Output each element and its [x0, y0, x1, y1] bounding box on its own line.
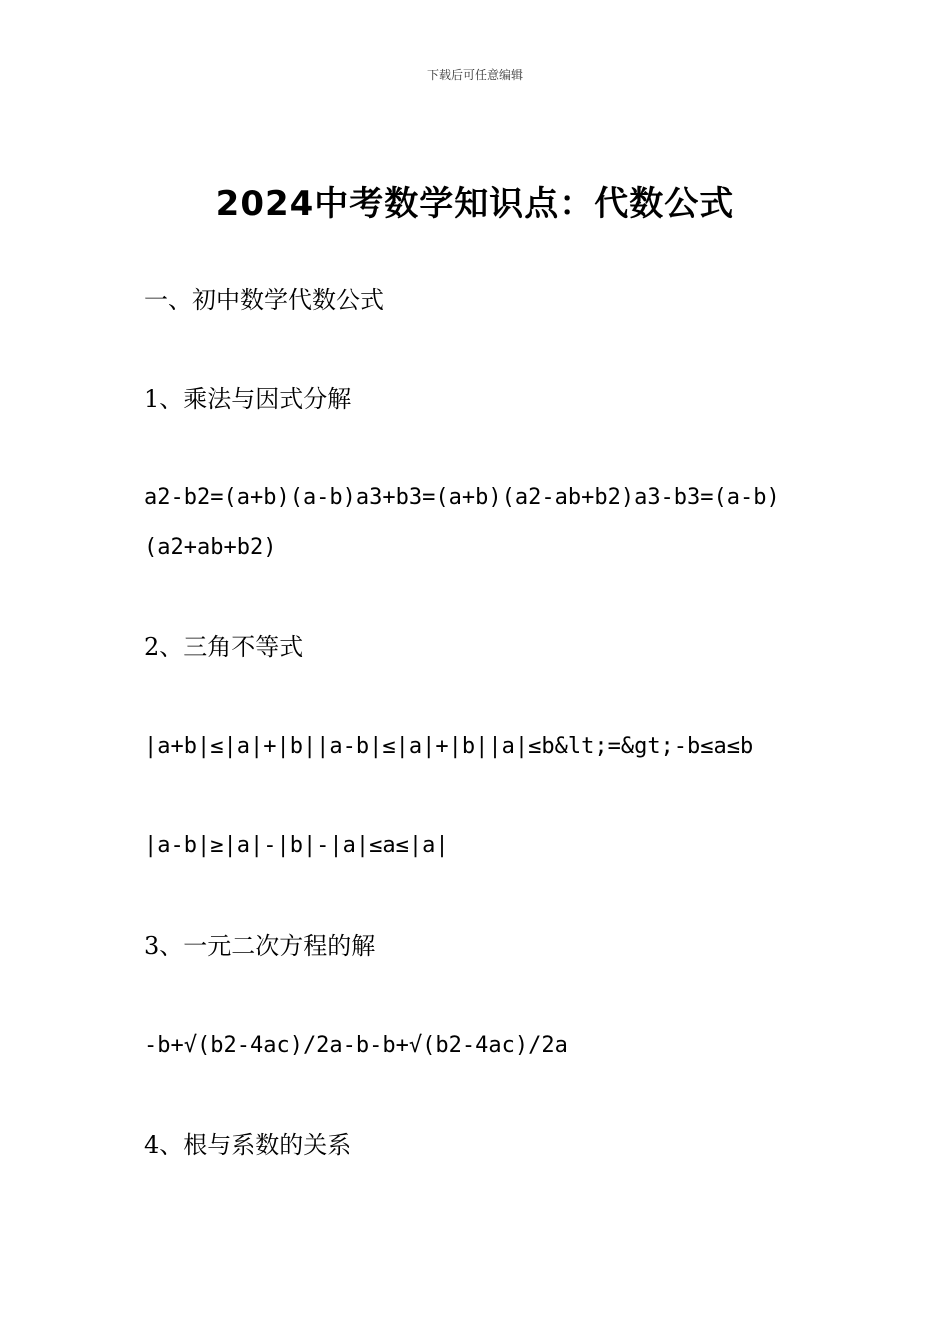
formula-inequality-line1: |a+b|≤|a|+|b||a-b|≤|a|+|b||a|≤b&lt;=&gt;-b≤a≤b	[144, 734, 754, 759]
formula-quadratic: -b+√(b2-4ac)/2a-b-b+√(b2-4ac)/2a	[144, 1033, 568, 1058]
subheading-triangle-inequality: 2、三角不等式	[144, 633, 304, 661]
page-title: 2024中考数学知识点：代数公式	[215, 184, 735, 224]
section-heading: 一、初中数学代数公式	[144, 286, 384, 314]
subheading-quadratic-solution: 3、一元二次方程的解	[144, 932, 376, 960]
formula-factorization-line2: (a2+ab+b2)	[144, 535, 277, 560]
subheading-roots-coefficients: 4、根与系数的关系	[144, 1131, 352, 1159]
formula-factorization-line1: a2-b2=(a+b)(a-b)a3+b3=(a+b)(a2-ab+b2)a3-b3=(a-b)	[144, 485, 780, 510]
subheading-factorization: 1、乘法与因式分解	[144, 385, 352, 413]
formula-inequality-line2: |a-b|≥|a|-|b|-|a|≤a≤|a|	[144, 833, 449, 858]
page-header: 下载后可任意编辑	[426, 68, 523, 82]
